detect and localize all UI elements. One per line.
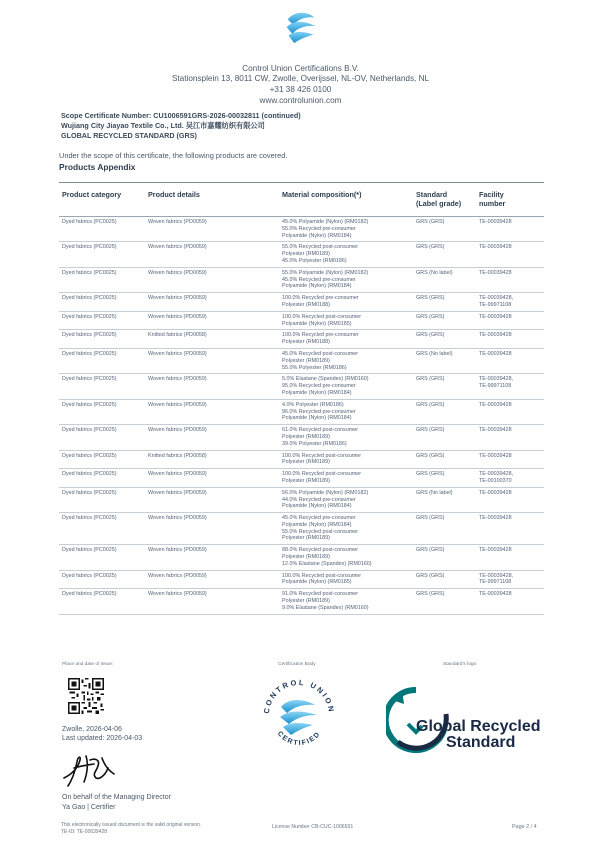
material-line: Polyamide (Nylon) (RM0184) (282, 283, 352, 290)
cell-category: Dyed fabrics (PC0025) (59, 267, 145, 292)
facility-line: TE-00039428 (479, 219, 512, 225)
electronic-note: This electronically issued document is the valid original version. (61, 822, 202, 828)
table-row (59, 487, 544, 512)
material-line: 100.0% Recycled post-consumer (282, 452, 362, 459)
cell-category: Dyed fabrics (PC0025) (59, 311, 145, 330)
cell-category: Dyed fabrics (PC0025) (59, 425, 145, 450)
facility-line: TE-00039428 (479, 427, 512, 434)
cell-facility (476, 450, 544, 469)
table-row (59, 513, 544, 545)
material-line: Polyamide (Nylon) (RM0185) (282, 579, 352, 586)
cell-material (279, 570, 413, 589)
facility-line: TE-00039428 (479, 244, 512, 251)
electronic-note-block (61, 822, 201, 835)
facility-line: TE-99971108 (479, 301, 512, 308)
cell-details: Woven fabrics (PD0059) (145, 589, 279, 614)
cell-facility (476, 399, 544, 424)
standard-name: GLOBAL RECYCLED STANDARD (GRS) (61, 131, 197, 140)
material-line: 45.0% Polyamide (Nylon) (RM0182) (282, 219, 369, 225)
cell-category: Dyed fabrics (PC0025) (59, 242, 145, 267)
global-recycled-standard-logo-icon (386, 684, 546, 754)
cell-material (279, 348, 413, 373)
table-row (59, 545, 544, 570)
material-line: Polyamide (Nylon) (RM0184) (282, 503, 352, 510)
facility-line: TE-00100370 (479, 477, 512, 484)
cell-material (279, 217, 413, 242)
cell-category: Dyed fabrics (PC0025) (59, 450, 145, 469)
products-table (59, 185, 544, 615)
cell-standard: GRS (No label) (413, 348, 476, 373)
material-line: 5.0% Elastane (Spandex) (RM0160) (282, 376, 369, 383)
facility-line: TE-00039428 (479, 401, 512, 408)
org-phone: +31 38 426 0100 (269, 85, 332, 94)
behalf-text: On behalf of the Managing Director (62, 794, 171, 801)
cell-standard: GRS (GRS) (413, 469, 476, 488)
material-line: Polyester (RM0189) (282, 598, 330, 605)
table-row (59, 348, 544, 373)
material-line: 96.0% Recycled pre-consumer (282, 408, 356, 415)
facility-line: TE-00039428, (479, 471, 514, 478)
intro-text: Under the scope of this certificate, the following products are covered. (59, 151, 288, 160)
facility-line: TE-00039428 (479, 452, 512, 459)
cell-category: Dyed fabrics (PC0025) (59, 469, 145, 488)
cell-details: Woven fabrics (PD0059) (145, 293, 279, 312)
header-product-details: Product details (145, 185, 279, 217)
cell-category: Dyed fabrics (PC0025) (59, 589, 145, 614)
cell-details: Woven fabrics (PD0059) (145, 217, 279, 242)
cell-facility (476, 545, 544, 570)
table-row (59, 311, 544, 330)
cell-details: Woven fabrics (PD0059) (145, 545, 279, 570)
material-line: 100.0% Recycled post-consumer (282, 572, 362, 579)
cell-standard: GRS (GRS) (413, 545, 476, 570)
material-line: 55.0% Recycled pre-consumer (282, 225, 356, 232)
material-line: Polyester (RM0189) (282, 357, 330, 364)
control-union-logo-icon (282, 8, 320, 46)
facility-line: TE-00039428 (479, 350, 512, 357)
table-row (59, 330, 544, 349)
material-line: 4.0% Polyester (RM0186) (282, 401, 344, 408)
material-line: Polyamide (Nylon) (RM0184) (282, 521, 352, 528)
cell-details: Woven fabrics (PD0059) (145, 469, 279, 488)
material-line: 88.0% Recycled post-consumer (282, 547, 359, 554)
cell-details: Knitted fabrics (PD0058) (145, 330, 279, 349)
te-id: TE-ID: TE-00039428 (61, 828, 108, 835)
cell-material (279, 487, 413, 512)
cell-category: Dyed fabrics (PC0025) (59, 348, 145, 373)
org-website[interactable]: www.controlunion.com (259, 96, 342, 105)
material-line: Polyester (RM0189) (282, 535, 330, 542)
cell-category: Dyed fabrics (PC0025) (59, 217, 145, 242)
facility-line: TE-00039428 (479, 269, 512, 276)
table-row (59, 570, 544, 589)
material-line: 100.0% Recycled post-consumer (282, 471, 362, 478)
material-line: Polyamide (Nylon) (RM0184) (282, 232, 352, 239)
facility-line: TE-00039428 (479, 332, 512, 339)
cell-material (279, 374, 413, 399)
cell-material (279, 425, 413, 450)
cell-details: Woven fabrics (PD0059) (145, 374, 279, 399)
cell-standard: GRS (GRS) (413, 311, 476, 330)
material-line: Polyester (RM0189) (282, 459, 330, 466)
place-label: Place and date of issue: (62, 662, 114, 667)
issue-date: Zwolle, 2026-04-06 (62, 726, 122, 733)
cell-standard: GRS (GRS) (413, 242, 476, 267)
table-row (59, 217, 544, 242)
cell-material (279, 242, 413, 267)
table-row (59, 293, 544, 312)
material-line: Polyester (RM0189) (282, 433, 330, 440)
material-line: Polyester (RM0189) (282, 554, 330, 561)
header-standard: Standard (Label grade) (413, 185, 476, 217)
cell-material (279, 513, 413, 545)
cell-details: Woven fabrics (PD0059) (145, 570, 279, 589)
cell-facility (476, 217, 544, 242)
material-line: Polyamide (Nylon) (RM0184) (282, 415, 352, 422)
cell-details: Woven fabrics (PD0059) (145, 311, 279, 330)
table-header-row (59, 185, 544, 217)
certifier-name: Ya Gao | Certifier (62, 804, 116, 811)
cell-facility (476, 589, 544, 614)
cell-facility (476, 570, 544, 589)
cell-details: Woven fabrics (PD0059) (145, 242, 279, 267)
cell-material (279, 589, 413, 614)
cell-details: Woven fabrics (PD0059) (145, 399, 279, 424)
grs-line2: Standard (446, 734, 516, 751)
cell-material (279, 267, 413, 292)
cell-category: Dyed fabrics (PC0025) (59, 330, 145, 349)
table-row (59, 425, 544, 450)
last-updated: Last updated: 2026-04-03 (62, 735, 143, 742)
cell-standard: GRS (GRS) (413, 450, 476, 469)
facility-line: TE-00039428, (479, 295, 514, 302)
cell-material (279, 450, 413, 469)
cell-details: Woven fabrics (PD0059) (145, 487, 279, 512)
cell-facility (476, 469, 544, 488)
license-number: License Number CB-CUC-1006591 (272, 824, 354, 830)
table-row (59, 374, 544, 399)
control-union-seal-icon (257, 673, 341, 757)
cell-category: Dyed fabrics (PC0025) (59, 513, 145, 545)
material-line: 55.0% Recycled post-consumer (282, 528, 359, 535)
header-product-category: Product category (59, 185, 145, 217)
table-row (59, 267, 544, 292)
header-material-composition: Material composition(*) (279, 185, 413, 217)
facility-line: TE-00039428 (479, 515, 512, 522)
cell-standard: GRS (GRS) (413, 425, 476, 450)
facility-line: TE-99971108 (479, 579, 512, 586)
cell-material (279, 293, 413, 312)
material-line: 45.0% Recycled pre-consumer (282, 515, 356, 522)
issue-place-date (62, 725, 142, 743)
material-line: 55.0% Polyamide (Nylon) (RM0182) (282, 269, 369, 276)
facility-line: TE-00039428 (479, 489, 512, 496)
material-line: 45.0% Recycled post-consumer (282, 350, 359, 357)
cell-facility (476, 348, 544, 373)
appendix-title: Products Appendix (59, 162, 136, 172)
cell-material (279, 311, 413, 330)
cell-facility (476, 425, 544, 450)
material-line: 100.0% Recycled post-consumer (282, 313, 362, 320)
facility-line: TE-00039428 (479, 313, 512, 320)
cell-details: Woven fabrics (PD0059) (145, 348, 279, 373)
material-line: Polyamide (Nylon) (RM0185) (282, 320, 352, 327)
qr-code-icon[interactable] (68, 678, 104, 714)
cell-facility (476, 267, 544, 292)
material-line: 56.0% Polyamide (Nylon) (RM0182) (282, 489, 369, 496)
cell-standard: GRS (GRS) (413, 330, 476, 349)
cell-facility (476, 293, 544, 312)
cell-details: Woven fabrics (PD0059) (145, 513, 279, 545)
certificate-number: Scope Certificate Number: CU1006591GRS-2026-00032811 (continued) (61, 111, 301, 120)
table-row (59, 242, 544, 267)
header-facility-number: Facility number (476, 185, 544, 217)
facility-line: TE-00039428, (479, 572, 514, 579)
cell-details: Woven fabrics (PD0059) (145, 425, 279, 450)
signature-icon (58, 748, 122, 790)
certification-body-label: Certification Body (278, 662, 316, 667)
signatory-block (62, 793, 171, 813)
cell-details: Knitted fabrics (PD0058) (145, 450, 279, 469)
cell-facility (476, 311, 544, 330)
facility-line: TE-00039428, (479, 376, 514, 383)
cell-standard: GRS (GRS) (413, 513, 476, 545)
cell-standard: GRS (GRS) (413, 217, 476, 242)
table-row (59, 399, 544, 424)
cell-facility (476, 513, 544, 545)
cell-facility (476, 330, 544, 349)
company-name: Wujiang City Jiayao Textile Co., Ltd. 吴江市嘉耀纺织有限公司 (61, 121, 265, 130)
org-name: Control Union Certifications B.V. (242, 64, 359, 73)
cell-standard: GRS (GRS) (413, 570, 476, 589)
material-line: Polyester (RM0188) (282, 301, 330, 308)
cell-standard: GRS (GRS) (413, 293, 476, 312)
material-line: Polyester (RM0189) (282, 251, 330, 258)
cell-facility (476, 242, 544, 267)
page-number: Page 2 / 4 (512, 824, 537, 830)
material-line: 55.0% Recycled post-consumer (282, 244, 359, 251)
material-line: 95.0% Recycled pre-consumer (282, 383, 356, 390)
cell-category: Dyed fabrics (PC0025) (59, 374, 145, 399)
cell-category: Dyed fabrics (PC0025) (59, 545, 145, 570)
cell-standard: GRS (No label) (413, 267, 476, 292)
cell-category: Dyed fabrics (PC0025) (59, 399, 145, 424)
svg-text:CERTIFIED: CERTIFIED (275, 730, 323, 748)
material-line: 100.0% Recycled pre-consumer (282, 295, 359, 302)
table-row (59, 589, 544, 614)
facility-line: TE-00039428 (479, 591, 512, 598)
cell-standard: GRS (No label) (413, 487, 476, 512)
material-line: 44.0% Recycled pre-consumer (282, 496, 356, 503)
cell-facility (476, 374, 544, 399)
material-line: 12.0% Elastane (Spandex) (RM0160) (282, 560, 372, 567)
table-row (59, 469, 544, 488)
grs-line1: Global Recycled (416, 718, 541, 735)
material-line: 45.0% Polyester (RM0186) (282, 257, 347, 264)
cell-material (279, 330, 413, 349)
cell-material (279, 545, 413, 570)
material-line: 91.0% Recycled post-consumer (282, 591, 359, 598)
standard-logo-label: Standard's logo (443, 662, 477, 667)
facility-line: TE-99971108 (479, 383, 512, 390)
cell-category: Dyed fabrics (PC0025) (59, 293, 145, 312)
cell-standard: GRS (GRS) (413, 374, 476, 399)
material-line: 39.0% Polyester (RM0186) (282, 440, 347, 447)
cell-material (279, 469, 413, 488)
cell-category: Dyed fabrics (PC0025) (59, 487, 145, 512)
material-line: Polyamide (Nylon) (RM0184) (282, 389, 352, 396)
material-line: 45.0% Recycled pre-consumer (282, 276, 356, 283)
cell-details: Woven fabrics (PD0059) (145, 267, 279, 292)
svg-text:CONTROL UNION: CONTROL UNION (261, 677, 337, 715)
material-line: 61.0% Recycled post-consumer (282, 427, 359, 434)
cell-facility (476, 487, 544, 512)
divider (59, 182, 544, 183)
facility-line: TE-00039428 (479, 547, 512, 554)
material-line: 9.0% Elastane (Spandex) (RM0160) (282, 604, 369, 611)
material-line: 100.0% Recycled pre-consumer (282, 332, 359, 339)
cell-material (279, 399, 413, 424)
table-row (59, 450, 544, 469)
cell-standard: GRS (GRS) (413, 589, 476, 614)
org-address: Stationsplein 13, 8011 CW, Zwolle, Overijssel, NL-OV, Netherlands, NL (171, 74, 430, 83)
material-line: Polyester (RM0189) (282, 477, 330, 484)
cell-standard: GRS (GRS) (413, 399, 476, 424)
material-line: Polyester (RM0188) (282, 339, 330, 346)
table-body (59, 217, 544, 615)
cell-category: Dyed fabrics (PC0025) (59, 570, 145, 589)
material-line: 55.0% Polyester (RM0186) (282, 364, 347, 371)
